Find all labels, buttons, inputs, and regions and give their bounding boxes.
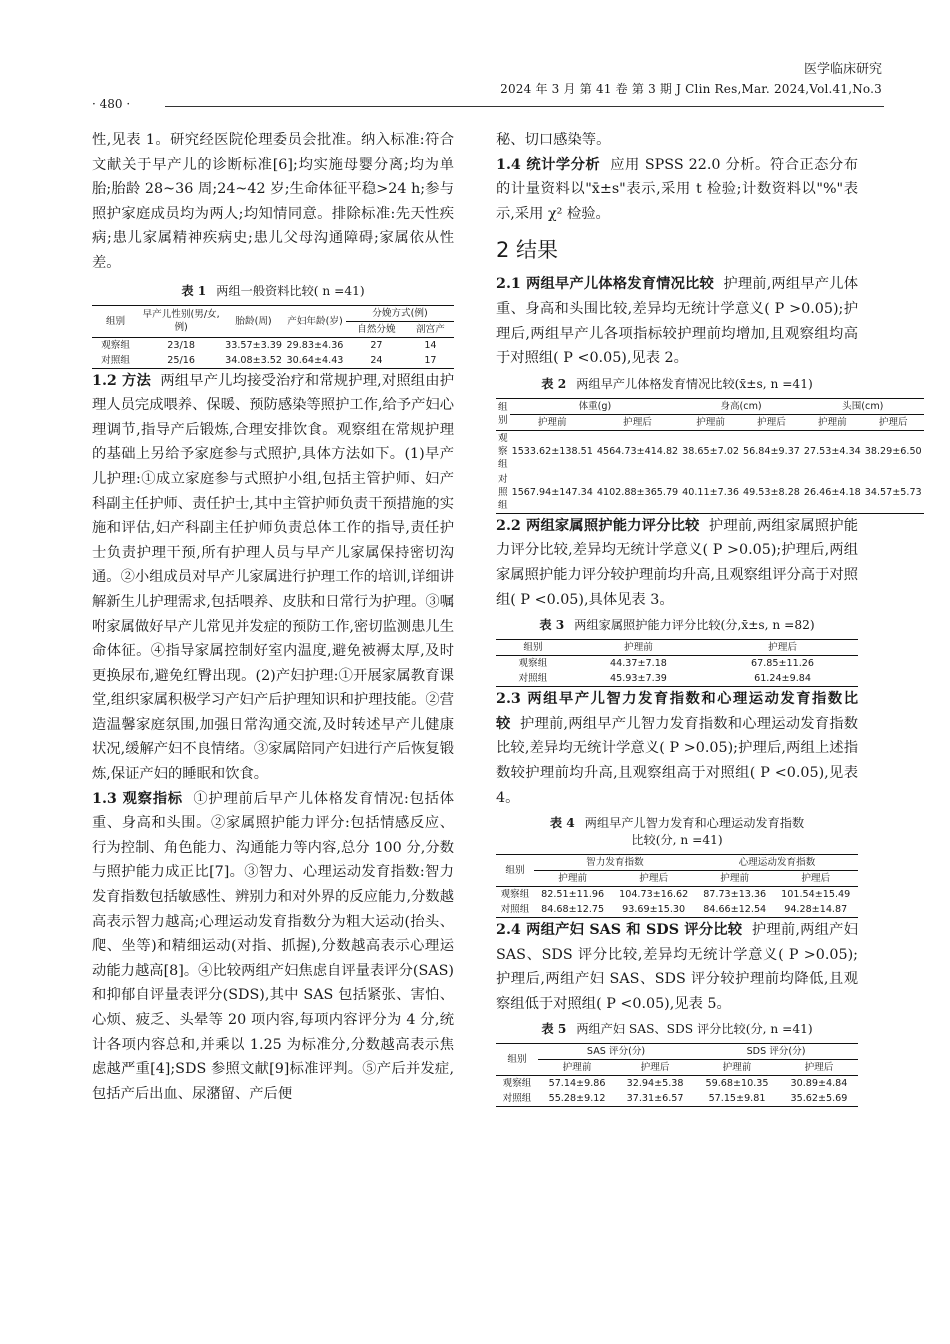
cell: 93.69±15.30	[622, 904, 686, 916]
section-2-3-title: 2.3 两组早产儿智力发育指数和心理运动发育指数比较	[496, 691, 858, 732]
section-1-3-title: 1.3 观察指标	[92, 790, 183, 807]
table4-label: 表 4	[549, 816, 575, 831]
cell: 27.53±4.34	[803, 445, 861, 457]
table5-sub-after: 护理后	[780, 1060, 858, 1076]
cell: 38.29±6.50	[864, 445, 922, 457]
cell: 35.62±5.69	[790, 1093, 848, 1105]
cell: 94.28±14.87	[784, 904, 848, 916]
paragraph-inclusion: 性,见表 1。研究经医院伦理委员会批准。纳入标准:符合文献关于早产儿的诊断标准[6];均实施母婴分离;均为单胎;胎龄 28~36 周;24~42 岁;生命体征平稳>24 h;参与照护家庭成员均为两人;均知情同意。排除标准:先天性疾病;患儿家属精神疾病史;患儿父母沟通障碍;家属依从性差。	[92, 132, 454, 271]
table5-col-sds: SDS 评分(分)	[694, 1044, 858, 1060]
table1-col-ga: 胎龄(周)	[223, 305, 284, 337]
cell: 34.57±5.73	[864, 486, 922, 498]
section-2-2-text: 护理前,两组家属照护能力评分比较,差异均无统计学意义( P >0.05);护理后,两组家属照护能力评分较护理前均升高,且观察组评分高于对照组( P <0.05),具体见表 3。	[496, 517, 859, 608]
right-column	[496, 128, 922, 1107]
table2-sub-before: 护理前	[510, 414, 595, 430]
cell: 观察组	[101, 339, 130, 351]
table3-col-before: 护理前	[570, 640, 707, 656]
header-rule	[165, 106, 884, 107]
cell: 40.11±7.36	[682, 486, 740, 498]
cell: 67.85±11.26	[751, 658, 815, 670]
table1-col-group: 组别	[92, 305, 139, 337]
cell: 4102.88±365.79	[596, 486, 679, 498]
table5-col-group: 组别	[496, 1044, 538, 1076]
cell: 对照组	[502, 1093, 532, 1105]
table5	[496, 1043, 858, 1107]
table2-title: 两组早产儿体格发育情况比较(x̄±s, n =41)	[576, 376, 813, 391]
section-1-2-text: 两组早产儿均接受治疗和常规护理,对照组由护理人员完成喂养、保暖、预防感染等照护工作,给予产妇心理调节,指导产后锻炼,合理安排饮食。观察组在常规护理的基础上另给予家庭参与式照护,具体方法如下。(1)早产儿护理:①成立家庭参与式照护小组,包括主管护师、妇产科副主任护师、责任护士,其中主管护师负责干预措施的实施和评估,妇产科副主任护师负责总体工作的指导,责任护士负责护理干预,所有护理人员与早产儿家属保持密切沟通。②小组成员对早产儿家属进行护理工作的培训,详细讲解新生儿护理需求,包括喂养、皮肤和日常行为护理。③嘱咐家属做好早产儿常见并发症的预防工作,密切监测患儿生命体征。④指导家属控制好室内温度,避免被褥太厚,及时更换尿布,避免红臀出现。(2)产妇护理:①开展家属教育课堂,组织家属积极学习产妇产后护理知识和护理技能。②营造温馨家庭氛围,加强日常沟通交流,及时转述早产儿健康状况,缓解产妇不良情绪。③家属陪同产妇进行产后恢复锻炼,保证产妇的睡眠和饮食。	[92, 372, 454, 783]
table3	[496, 639, 858, 687]
table3-title: 两组家属照护能力评分比较(分,x̄±s, n =82)	[574, 618, 815, 633]
cell: 观察组	[502, 1078, 532, 1090]
cell: 55.28±9.12	[548, 1093, 606, 1105]
table5-sub-after: 护理后	[616, 1060, 694, 1076]
cell: 25/16	[167, 354, 195, 366]
cell: 104.73±16.62	[619, 889, 689, 901]
cell: 30.89±4.84	[790, 1078, 848, 1090]
table2-sub-before: 护理前	[802, 414, 863, 430]
table1-col-mode: 分娩方式(例)	[346, 305, 454, 321]
table5-label: 表 5	[541, 1022, 567, 1037]
table-row	[92, 337, 454, 353]
table2-col-weight: 体重(g)	[510, 398, 681, 414]
cell: 32.94±5.38	[626, 1078, 684, 1090]
table4-title-line1: 两组早产儿智力发育和心理运动发育指数	[584, 816, 805, 831]
cell: 30.64±4.43	[286, 354, 344, 366]
section-1-2-title: 1.2 方法	[92, 372, 151, 389]
cell: 82.51±11.96	[541, 889, 605, 901]
cell: 23/18	[167, 339, 195, 351]
cell: 38.65±7.02	[682, 445, 740, 457]
table-row	[496, 430, 924, 472]
heading-results: 2 结果	[496, 238, 559, 263]
cell: 57.15±9.81	[708, 1093, 766, 1105]
cell: 对照组	[518, 673, 548, 685]
section-1-4-text: 应用 SPSS 22.0 分析。符合正态分布的计量资料以"x̄±s"表示,采用 t 检验;计数资料以"%"表示,采用 χ² 检验。	[496, 156, 859, 222]
cell: 87.73±13.36	[703, 889, 767, 901]
table4-col-group: 组别	[496, 855, 534, 887]
table5-sub-before: 护理前	[538, 1060, 616, 1076]
section-2-2	[496, 514, 858, 612]
table4-caption	[496, 814, 858, 848]
table4-title-line2: 比较(分, n =41)	[631, 833, 723, 848]
section-1-3	[92, 787, 454, 1107]
table2-sub-after: 护理后	[863, 414, 924, 430]
cell: 37.31±6.57	[626, 1093, 684, 1105]
table-row	[496, 902, 858, 918]
cell: 对照组	[101, 354, 130, 366]
table-row	[496, 1091, 858, 1107]
table-row	[92, 353, 454, 369]
table4-col-pdi: 心理运动发育指数	[696, 855, 858, 871]
table3-caption	[496, 616, 858, 633]
table1-title: 两组一般资料比较( n =41)	[216, 283, 365, 298]
section-2-1-title: 2.1 两组早产儿体格发育情况比较	[496, 276, 714, 293]
cell: 101.54±15.49	[781, 889, 851, 901]
table1-col-cesarean: 剖宫产	[407, 321, 454, 337]
cell: 84.68±12.75	[541, 904, 605, 916]
section-2-3	[496, 687, 858, 810]
cell: 49.53±8.28	[743, 486, 800, 498]
paragraph-continued: 秘、切口感染等。	[496, 132, 611, 148]
cell: 24	[370, 354, 383, 366]
table4	[496, 854, 858, 918]
table4-sub-before: 护理前	[696, 871, 773, 887]
table1	[92, 305, 454, 369]
table1-col-age: 产妇年龄(岁)	[284, 305, 346, 337]
section-2-4-title: 2.4 两组产妇 SAS 和 SDS 评分比较	[496, 922, 743, 939]
cell: 观察组	[500, 889, 530, 901]
table3-col-group: 组别	[496, 640, 570, 656]
issue-info: 2024 年 3 月 第 41 卷 第 3 期 J Clin Res,Mar. 2024,Vol.41,No.3	[500, 82, 882, 96]
table3-col-after: 护理后	[707, 640, 858, 656]
table3-label: 表 3	[539, 618, 565, 633]
table5-caption	[496, 1020, 858, 1037]
page-number: · 480 ·	[92, 97, 131, 111]
table1-label: 表 1	[181, 283, 207, 298]
cell: 56.84±9.37	[743, 445, 800, 457]
table2	[496, 398, 924, 514]
table4-sub-after: 护理后	[611, 871, 696, 887]
table2-col-group: 组别	[496, 398, 510, 430]
table5-sub-before: 护理前	[694, 1060, 780, 1076]
table5-title: 两组产妇 SAS、SDS 评分比较(分, n =41)	[576, 1022, 813, 1037]
section-1-3-text: ①护理前后早产儿体格发育情况:包括体重、身高和头围。②家属照护能力评分:包括情感反应、行为控制、角色能力、沟通能力等内容,总分 100 分,分数与照护能力成正比[7]。③智力、心理运动发育指数:智力发育指数包括敏感性、辨别力和对外界的反应能力,分数越高表示智力越高;心理运动发育指数分为粗大运动(抬头、爬、坐等)和精细运动(对指、抓握),分数越高表示心理运动能力越高[8]。④比较两组产妇焦虑自评量表评分(SAS)和抑郁自评量表评分(SDS),其中 SAS 包括紧张、害怕、心烦、疲乏、头晕等 20 项内容,每项内容评分为 4 分,统计各项内容总和,并乘以 1.25 为标准分,分数越高表示焦虑越严重[4];SDS 参照文献[9]标准评判。⑤产后并发症,包括产后出血、尿潴留、产后便	[92, 790, 454, 1102]
table4-sub-before: 护理前	[534, 871, 611, 887]
cell: 1533.62±138.51	[511, 445, 593, 457]
cell: 29.83±4.36	[286, 339, 344, 351]
section-2-1-text: 护理前,两组早产儿体重、身高和头围比较,差异均无统计学意义( P >0.05);护理后,两组早产儿各项指标较护理前均增加,且观察组均高于对照组( P <0.05),见表 2。	[496, 276, 859, 367]
table-row	[496, 1076, 858, 1092]
table-row	[496, 887, 858, 903]
table-row	[496, 656, 858, 672]
table5-col-sas: SAS 评分(分)	[538, 1044, 694, 1060]
table4-sub-after: 护理后	[773, 871, 858, 887]
table1-caption	[92, 282, 454, 299]
table4-col-mdi: 智力发育指数	[534, 855, 696, 871]
table2-sub-before: 护理前	[680, 414, 741, 430]
left-column	[92, 128, 454, 1106]
table-row	[496, 671, 858, 687]
section-2-3-text: 护理前,两组早产儿智力发育指数和心理运动发育指数比较,差异均无统计学意义( P >0.05);护理后,两组上述指数较护理前均升高,且观察组高于对照组( P <0.05),见表 4。	[496, 715, 859, 806]
section-2-4-text: 护理前,两组产妇 SAS、SDS 评分比较,差异均无统计学意义( P >0.05);护理后,两组产妇 SAS、SDS 评分较护理前均降低,且观察组低于对照组( P <0.05),见表 5。	[496, 922, 858, 1012]
cell: 14	[424, 339, 437, 351]
cell: 4564.73±414.82	[596, 445, 679, 457]
cell: 对照组	[498, 473, 508, 511]
section-1-2	[92, 369, 454, 787]
cell: 59.68±10.35	[705, 1078, 769, 1090]
table1-col-sex: 早产儿性别(男/女,例)	[139, 305, 223, 337]
table2-label: 表 2	[541, 376, 567, 391]
cell: 17	[424, 354, 437, 366]
cell: 84.66±12.54	[703, 904, 767, 916]
section-2-4	[496, 918, 858, 1016]
table1-col-natural: 自然分娩	[346, 321, 407, 337]
table2-sub-after: 护理后	[595, 414, 680, 430]
cell: 33.57±3.39	[225, 339, 282, 351]
journal-name: 医学临床研究	[803, 62, 882, 77]
cell: 观察组	[518, 658, 548, 670]
cell: 57.14±9.86	[548, 1078, 606, 1090]
cell: 26.46±4.18	[803, 486, 861, 498]
cell: 34.08±3.52	[225, 354, 282, 366]
section-1-4-title: 1.4 统计学分析	[496, 156, 601, 173]
cell: 1567.94±147.34	[511, 486, 593, 498]
section-2-1	[496, 272, 858, 370]
cell: 44.37±7.18	[610, 658, 667, 670]
table2-caption	[496, 375, 858, 392]
cell: 观察组	[498, 432, 508, 470]
table-row	[496, 472, 924, 514]
cell: 45.93±7.39	[610, 673, 667, 685]
table2-sub-after: 护理后	[741, 414, 802, 430]
cell: 61.24±9.84	[754, 673, 811, 685]
cell: 27	[370, 339, 383, 351]
section-2-2-title: 2.2 两组家属照护能力评分比较	[496, 517, 700, 534]
table2-col-height: 身高(cm)	[680, 398, 802, 414]
table2-col-head: 头围(cm)	[802, 398, 924, 414]
cell: 对照组	[500, 904, 530, 916]
section-1-4	[496, 153, 858, 227]
